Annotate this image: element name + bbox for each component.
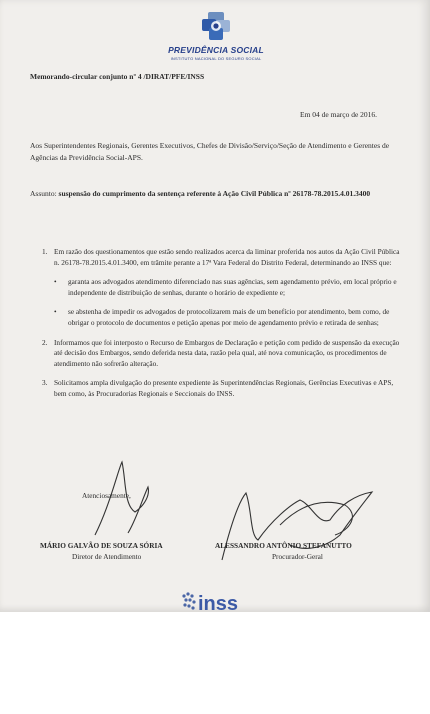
signatory-1-role: Diretor de Atendimento	[72, 552, 142, 561]
bullet-icon: •	[54, 277, 57, 287]
brand-name: PREVIDÊNCIA SOCIAL	[168, 45, 264, 55]
addressees: Aos Superintendentes Regionais, Gerentes Executivos, Chefes de Divisão/Serviço/Seção de Atendimento e Gerentes de Agências da Previdência Social-APS.	[30, 141, 390, 162]
paragraph-number: 1.	[42, 247, 48, 256]
memo-title: Memorando-circular conjunto nº 4 /DIRAT/PFE/INSS	[30, 72, 205, 81]
bullet-icon: •	[54, 307, 57, 317]
memo-date: Em 04 de março de 2016.	[300, 110, 378, 119]
inss-logo-stamp	[180, 590, 250, 612]
closing: Atenciosamente,	[82, 491, 131, 500]
subject-label: Assunto:	[30, 189, 57, 198]
paragraph-number: 2.	[42, 337, 48, 347]
subject-text: suspensão do cumprimento da sentença referente à Ação Civil Pública nº 26178-78.2015.4.01.3400	[58, 189, 371, 198]
brand-subtitle: INSTITUTO NACIONAL DO SEGURO SOCIAL	[170, 56, 262, 61]
signature-1-scribble	[95, 462, 148, 535]
paragraph-text: Solicitamos ampla divulgação do presente expediente às Superintendências Regionais, Gerências Executivas e APS, bem como, às Procuradorias Regionais e Seccionais do INSS.	[54, 378, 394, 398]
paragraph-text: Em razão dos questionamentos que estão sendo realizados acerca da liminar proferida nos autos da Ação Civil Pública n. 26178-78.2015.4.01.3400, em trâmite perante a 17ª Vara Federal do Distrito Federal, determinando ao INSS que:	[54, 247, 400, 267]
paragraph-text: Informamos que foi interposto o Recurso de Embargos de Declaração e petição com pedido de suspensão da execução até decisão dos Embargos, sendo deferida nesta data, razão pela qual, até nova comunicação, os procedimentos de atendimento não sofrerão alteração.	[54, 337, 400, 368]
signatory-1-name: MÁRIO GALVÃO DE SOUZA SÓRIA	[40, 541, 163, 550]
bullet-text: garanta aos advogados atendimento diferenciado nas suas agências, sem agendamento prévio, em local próprio e independente de distribuição de senhas, durante o horário de expediente e;	[68, 277, 397, 297]
signatory-2-role: Procurador-Geral	[272, 552, 323, 561]
paragraph-number: 3.	[42, 378, 48, 388]
signatory-2-name: ALESSANDRO ANTÔNIO STEFANUTTO	[215, 541, 352, 550]
bullet-text: se abstenha de impedir os advogados de protocolizarem mais de um benefício por atendimento, bem como, de obrigar o protocolo de documentos e petição apenas por meio de agendamento prévio e retirada de senhas;	[68, 307, 390, 327]
stamp-text: inss	[198, 593, 239, 612]
